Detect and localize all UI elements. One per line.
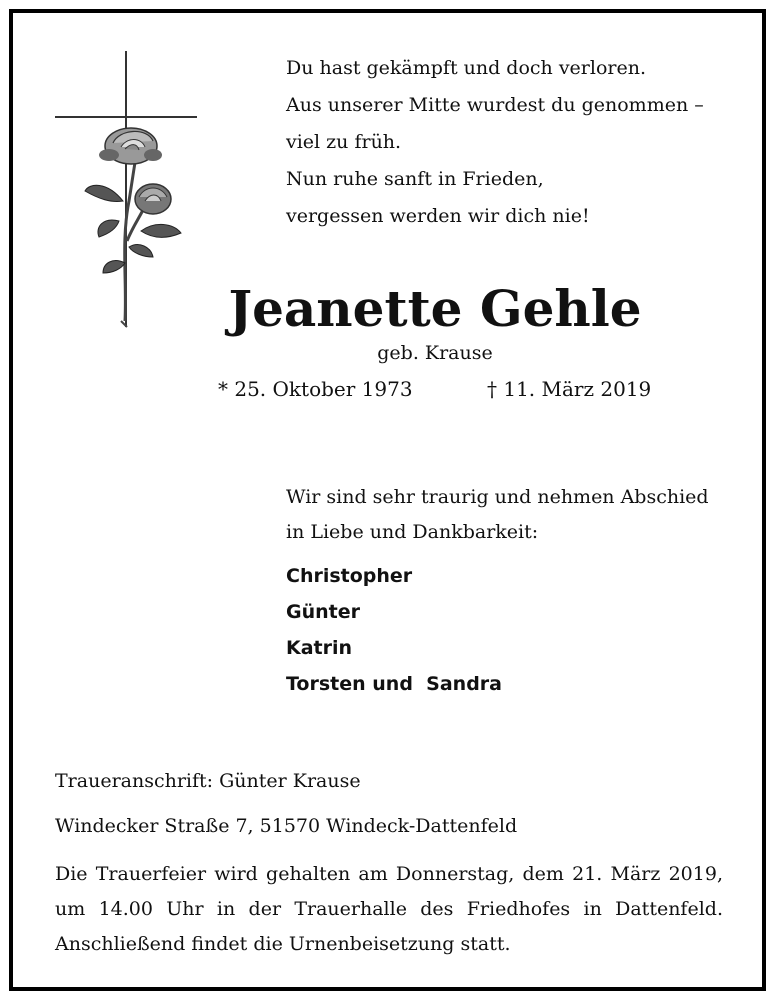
farewell-line: in Liebe und Dankbarkeit: — [286, 521, 539, 543]
deceased-name: Jeanette Gehle — [228, 279, 642, 338]
mourning-address-street: Windecker Straße 7, 51570 Windeck-Dattenfeld — [55, 815, 518, 837]
mourners-list — [286, 558, 502, 702]
farewell-line: Wir sind sehr traurig und nehmen Abschied — [286, 486, 709, 508]
death-date: † 11. März 2019 — [487, 377, 652, 401]
maiden-name: geb. Krause — [377, 342, 493, 364]
mourner-name: Torsten und Sandra — [286, 673, 502, 695]
funeral-service-text: Die Trauerfeier wird gehalten am Donnerstag, dem 21. März 2019, um 14.00 Uhr in der Trauerhalle des Friedhofes in Dattenfeld. Anschließend findet die Urnenbeisetzung statt. — [55, 863, 723, 955]
poem-line: vergessen werden wir dich nie! — [286, 205, 590, 227]
poem-line: viel zu früh. — [286, 131, 402, 153]
mourning-address-label: Traueranschrift: Günter Krause — [55, 770, 361, 792]
poem-line: Du hast gekämpft und doch verloren. — [286, 57, 647, 79]
mourner-name: Christopher — [286, 565, 413, 587]
farewell-text — [286, 480, 709, 550]
birth-date: * 25. Oktober 1973 — [218, 377, 413, 401]
mourner-name: Katrin — [286, 637, 353, 659]
poem — [286, 50, 704, 235]
mourner-name: Günter — [286, 601, 360, 623]
poem-line: Aus unserer Mitte wurdest du genommen – — [286, 94, 704, 116]
obituary-notice — [9, 9, 766, 991]
poem-line: Nun ruhe sanft in Frieden, — [286, 168, 544, 190]
